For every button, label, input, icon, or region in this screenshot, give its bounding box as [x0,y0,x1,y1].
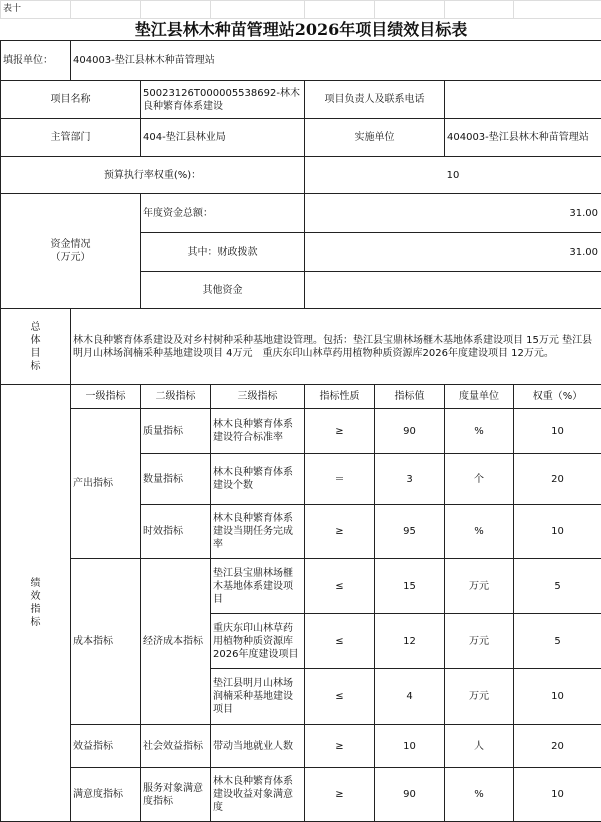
budget-weight-value: 10 [305,157,601,194]
indicator-weight: 20 [514,454,601,505]
indicator-weight: 10 [514,505,601,559]
fill-unit-value: 404003-垫江县林木种苗管理站 [71,41,601,81]
table-row [1,559,601,614]
level3-indicator: 垫江县明月山林场润楠采种基地建设项目 [211,669,305,725]
indicator-unit: % [445,768,514,822]
budget-weight-label: 预算执行率权重(%)： [1,157,305,194]
header-row [1,385,601,409]
column-header: 指标值 [375,385,445,409]
indicator-operator: ≥ [305,505,375,559]
indicator-value: 90 [375,768,445,822]
funds-other-label: 其他资金 [141,272,305,309]
indicator-weight: 20 [514,725,601,768]
funds-total-label: 年度资金总额： [141,194,305,233]
fill-unit-label: 填报单位： [1,41,71,81]
page-title: 垫江县林木种苗管理站2026年项目绩效目标表 [1,19,601,41]
project-contact-label: 项目负责人及联系电话 [305,81,445,119]
indicator-unit: 万元 [445,669,514,725]
indicator-value: 15 [375,559,445,614]
column-header: 度量单位 [445,385,514,409]
level2-indicator: 质量指标 [141,409,211,454]
indicator-weight: 10 [514,768,601,822]
funds-fiscal-value: 31.00 [305,233,601,272]
level3-indicator: 林木良种繁育体系建设符合标准率 [211,409,305,454]
indicator-operator: ≤ [305,669,375,725]
indicator-weight: 5 [514,614,601,669]
dept-label: 主管部门 [1,119,141,157]
indicator-unit: 人 [445,725,514,768]
column-header: 指标性质 [305,385,375,409]
project-contact-value [445,81,601,119]
indicator-unit: % [445,409,514,454]
indicator-operator: ≥ [305,725,375,768]
indicator-value: 10 [375,725,445,768]
funds-total-value: 31.00 [305,194,601,233]
indicator-operator: ≤ [305,614,375,669]
funds-other-value [305,272,601,309]
indicator-unit: % [445,505,514,559]
level1-indicator: 满意度指标 [71,768,141,822]
level2-indicator: 数量指标 [141,454,211,505]
indicator-operator: ≤ [305,559,375,614]
impl-unit-label: 实施单位 [305,119,445,157]
indicator-unit: 个 [445,454,514,505]
table-number: 表十 [1,1,71,19]
indicator-value: 3 [375,454,445,505]
project-name-value: 50023126T000005538692-林木良种繁育体系建设 [141,81,305,119]
level2-indicator: 服务对象满意度指标 [141,768,211,822]
indicator-operator: ＝ [305,454,375,505]
indicator-weight: 10 [514,409,601,454]
indicator-operator: ≥ [305,768,375,822]
indicator-unit: 万元 [445,614,514,669]
dept-value: 404-垫江县林业局 [141,119,305,157]
indicator-value: 90 [375,409,445,454]
goal-label: 总体目标 [1,309,71,385]
level3-indicator: 林木良种繁育体系建设收益对象满意度 [211,768,305,822]
level2-indicator: 时效指标 [141,505,211,559]
level1-indicator: 产出指标 [71,409,141,559]
indicator-value: 4 [375,669,445,725]
level3-indicator: 林木良种繁育体系建设当期任务完成率 [211,505,305,559]
project-name-label: 项目名称 [1,81,141,119]
level3-indicator: 重庆东印山林草药用植物种质资源库2026年度建设项目 [211,614,305,669]
level3-indicator: 林木良种繁育体系建设个数 [211,454,305,505]
indicator-weight: 10 [514,669,601,725]
indicator-unit: 万元 [445,559,514,614]
column-header: 二级指标 [141,385,211,409]
column-header: 权重（%） [514,385,601,409]
level3-indicator: 垫江县宝鼎林场榧木基地体系建设项目 [211,559,305,614]
level2-indicator: 社会效益指标 [141,725,211,768]
level1-indicator: 效益指标 [71,725,141,768]
funds-label: 资金情况（万元） [1,194,141,309]
goal-text: 林木良种繁育体系建设及对乡村树种采种基地建设管理。包括：垫江县宝鼎林场榧木基地体系建设项目 15万元 垫江县明月山林场润楠采种基地建设项目 4万元 重庆东印山林草药用植物种质资源库2026年度建设项目 12万元。 [71,309,601,385]
level3-indicator: 带动当地就业人数 [211,725,305,768]
indicator-value: 12 [375,614,445,669]
column-header: 一级指标 [71,385,141,409]
table-row [1,409,601,454]
indicators-label: 绩效指标 [1,385,71,822]
column-header: 三级指标 [211,385,305,409]
level1-indicator: 成本指标 [71,559,141,725]
table-row [1,768,601,822]
table-row [1,725,601,768]
impl-unit-value: 404003-垫江县林木种苗管理站 [445,119,601,157]
level2-indicator: 经济成本指标 [141,559,211,725]
funds-fiscal-label: 其中：财政拨款 [141,233,305,272]
indicator-operator: ≥ [305,409,375,454]
indicator-value: 95 [375,505,445,559]
indicator-weight: 5 [514,559,601,614]
